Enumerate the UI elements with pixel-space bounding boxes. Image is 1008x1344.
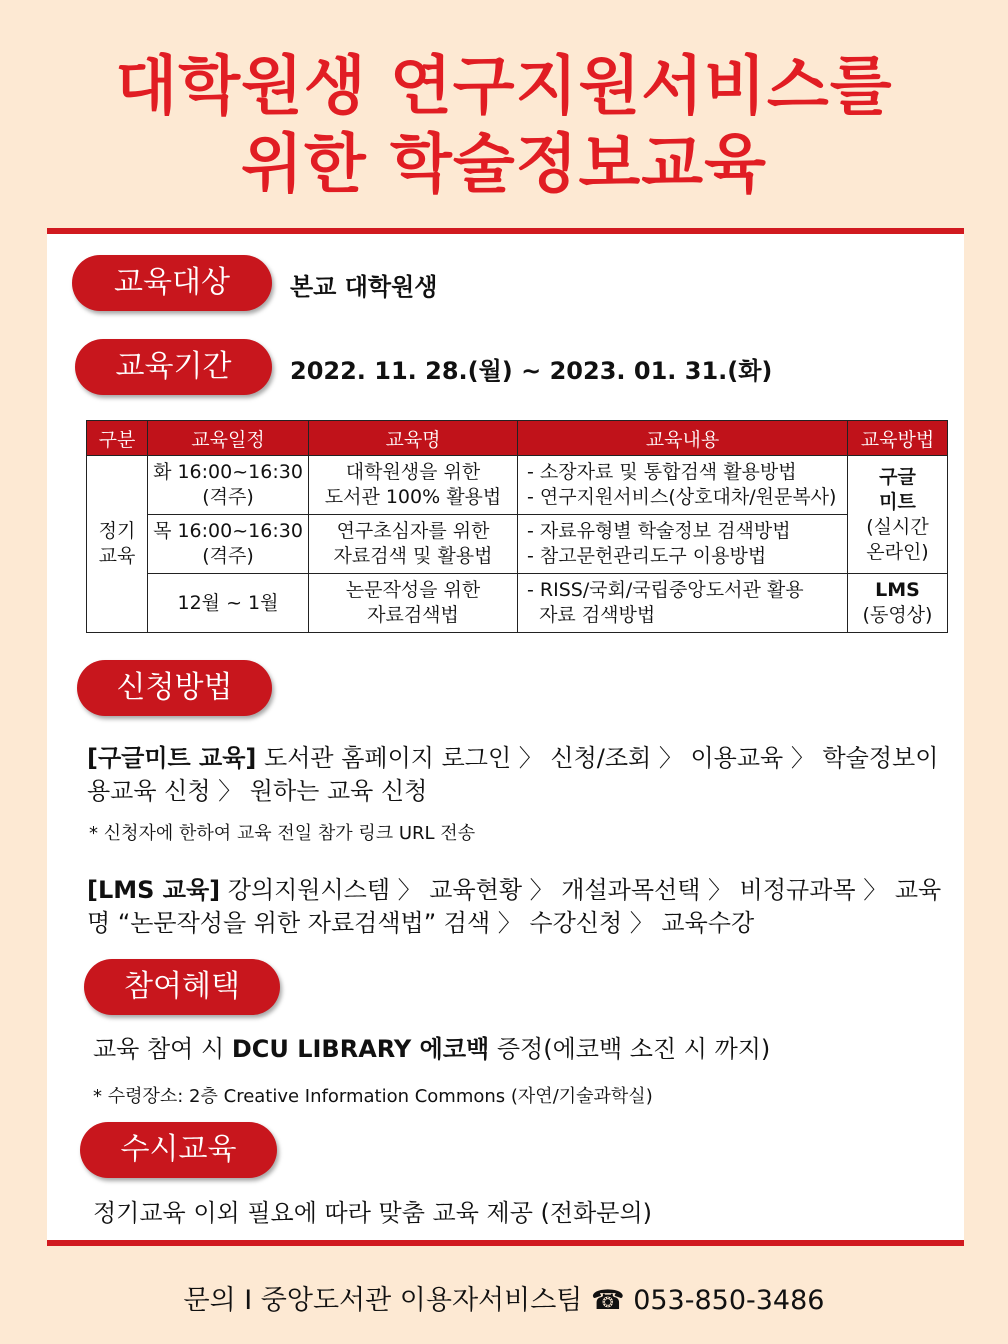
header-name: 교육명	[309, 421, 518, 456]
apply-lms-steps: 강의지원시스템 〉 교육현황 〉 개설과목선택 〉 비정규과목 〉 교육명 “논문작성을 위한 자료검색법” 검색 〉 수강신청 〉 교육수강	[87, 876, 942, 937]
page-title	[0, 48, 1008, 204]
ondemand-text: 정기교육 이외 필요에 따라 맞춤 교육 제공 (전화문의)	[93, 1199, 652, 1227]
method-google-title: 구글 미트	[879, 465, 916, 513]
benefit-text	[93, 1033, 963, 1066]
method-google-sub: (실시간 온라인)	[866, 515, 929, 563]
method-lms-title: LMS	[875, 579, 920, 601]
target-value: 본교 대학원생	[290, 273, 438, 301]
course-name-cell: 대학원생을 위한 도서관 100% 활용법	[309, 456, 518, 515]
footer-prefix: 문의 I 중앙도서관 이용자서비스팀	[183, 1285, 591, 1316]
apply-google-prefix: [구글미트 교육]	[87, 744, 257, 772]
header-schedule: 교육일정	[148, 421, 309, 456]
apply-lms-prefix: [LMS 교육]	[87, 876, 221, 904]
period-badge: 교육기간	[75, 339, 272, 395]
period-value: 2022. 11. 28.(월) ~ 2023. 01. 31.(화)	[290, 357, 773, 385]
title-line-1: 대학원생 연구지원서비스를	[115, 50, 893, 124]
schedule-cell: 12월 ~ 1월	[148, 574, 309, 633]
table-row	[87, 515, 948, 574]
benefit-note: * 수령장소: 2층 Creative Information Commons (자연/기술과학실)	[93, 1086, 653, 1107]
method-lms-sub: (동영상)	[862, 604, 933, 626]
method-cell-google	[848, 456, 948, 574]
benefit-bold: DCU LIBRARY 에코백	[231, 1035, 490, 1063]
schedule-table	[86, 420, 948, 633]
apply-lms-text	[87, 874, 957, 940]
footer-phone: 053-850-3486	[624, 1285, 825, 1316]
schedule-cell: 목 16:00~16:30 (격주)	[148, 515, 309, 574]
table-row	[87, 456, 948, 515]
content-cell: - 소장자료 및 통합검색 활용방법 - 연구지원서비스(상호대차/원문복사)	[518, 456, 848, 515]
table-row	[87, 574, 948, 633]
schedule-cell: 화 16:00~16:30 (격주)	[148, 456, 309, 515]
course-name-cell: 논문작성을 위한 자료검색법	[309, 574, 518, 633]
apply-badge: 신청방법	[77, 660, 272, 716]
table-header-row	[87, 421, 948, 456]
content-cell: - 자료유형별 학술정보 검색방법 - 참고문헌관리도구 이용방법	[518, 515, 848, 574]
target-badge: 교육대상	[72, 255, 272, 311]
content-cell: - RISS/국회/국립중앙도서관 활용 자료 검색방법	[518, 574, 848, 633]
category-cell: 정기 교육	[87, 456, 148, 633]
info-panel	[47, 228, 964, 1246]
benefit-suffix: 증정(에코백 소진 시 까지)	[489, 1035, 771, 1063]
apply-google-steps: 도서관 홈페이지 로그인 〉 신청/조회 〉 이용교육 〉 학술정보이용교육 신청 〉 원하는 교육 신청	[87, 744, 939, 805]
footer-contact	[0, 1278, 1008, 1317]
apply-google-text	[87, 742, 957, 808]
benefit-prefix: 교육 참여 시	[93, 1035, 232, 1063]
header-category: 구분	[87, 421, 148, 456]
header-method: 교육방법	[848, 421, 948, 456]
phone-icon: ☎	[590, 1285, 625, 1316]
course-name-cell: 연구초심자를 위한 자료검색 및 활용법	[309, 515, 518, 574]
method-cell-lms	[848, 574, 948, 633]
title-line-2: 위한 학술정보교육	[241, 128, 767, 202]
ondemand-badge: 수시교육	[80, 1122, 277, 1178]
apply-google-note: * 신청자에 한하여 교육 전일 참가 링크 URL 전송	[89, 823, 476, 844]
header-content: 교육내용	[518, 421, 848, 456]
benefit-badge: 참여혜택	[84, 959, 280, 1015]
